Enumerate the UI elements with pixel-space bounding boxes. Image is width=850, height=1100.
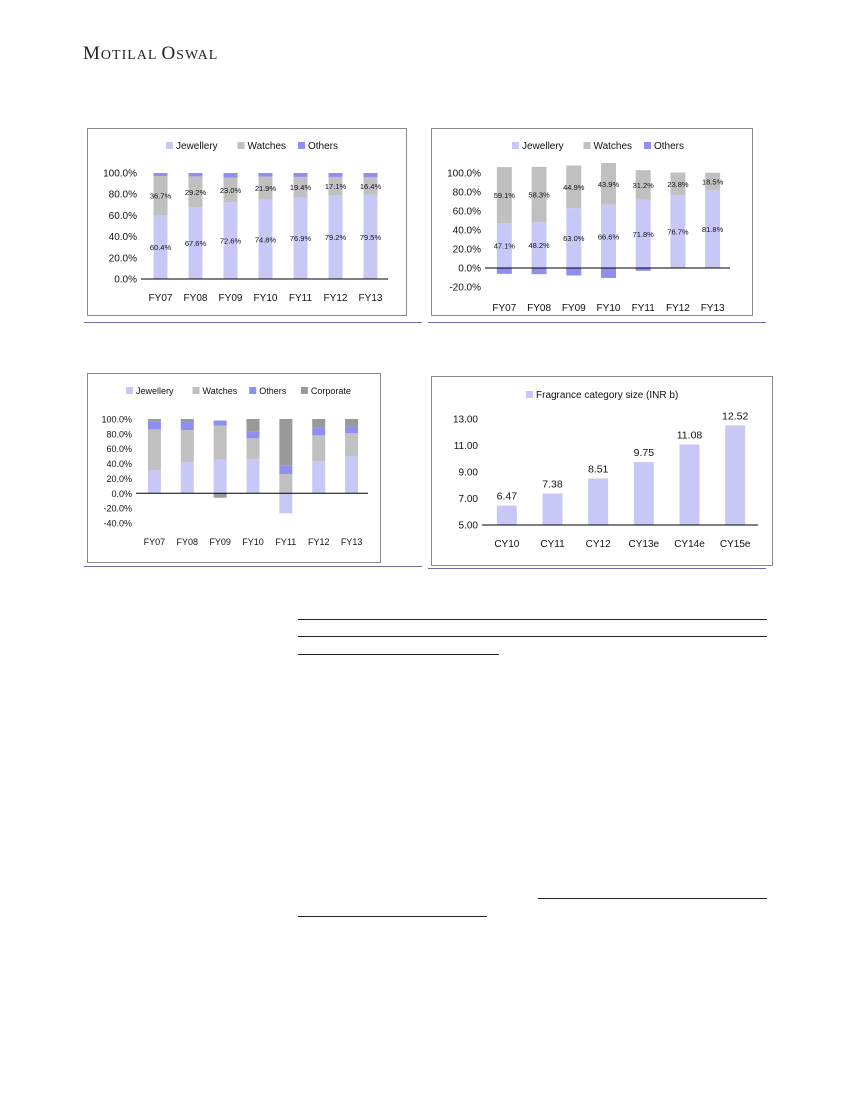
bar-fragrance: [543, 493, 563, 525]
legend-swatch: [298, 142, 305, 149]
x-tick-label: CY10: [494, 539, 520, 550]
bar-others: [259, 173, 273, 176]
chart-underline: [428, 322, 766, 323]
data-label: 6.47: [496, 490, 518, 503]
bar-others: [329, 173, 343, 177]
x-tick-label: FY08: [527, 303, 552, 314]
data-label: 71.8%: [632, 229, 654, 239]
brand-word: OTILAL: [100, 48, 157, 63]
bar-others: [247, 432, 260, 439]
text-rule: [298, 636, 767, 637]
bar-watches: [181, 430, 194, 462]
chart-svg: [432, 129, 752, 315]
x-tick-label: CY12: [585, 539, 611, 550]
bar-fragrance: [634, 462, 654, 525]
legend-label: Jewellery: [136, 386, 174, 396]
x-tick-label: FY07: [143, 537, 166, 547]
brand-word: SWAL: [176, 48, 219, 63]
y-tick-label: 13.00: [452, 414, 478, 426]
chart-svg: [88, 374, 380, 562]
x-tick-label: CY11: [540, 539, 565, 550]
legend-swatch: [644, 142, 651, 149]
legend-label: Watches: [593, 141, 633, 152]
y-tick-label: 40.0%: [106, 459, 132, 470]
y-tick-label: 20.0%: [106, 473, 132, 484]
data-label: 18.5%: [702, 177, 724, 187]
data-label: 16.4%: [359, 182, 382, 192]
bar-others: [566, 268, 581, 276]
data-label: 79.2%: [324, 233, 347, 243]
data-label: 12.52: [722, 410, 749, 423]
data-label: 44.9%: [563, 182, 585, 192]
bar-jewellery: [214, 460, 227, 493]
y-tick-label: -20.0%: [103, 503, 132, 514]
legend-label: Watches: [247, 141, 287, 152]
legend-label: Others: [259, 386, 287, 396]
bar-corporate: [148, 419, 161, 421]
bar-watches: [345, 433, 358, 456]
brand-letter: M: [83, 43, 101, 64]
chart-revenue-mix: [87, 128, 407, 316]
data-label: 74.8%: [254, 235, 277, 245]
bar-watches: [279, 474, 292, 493]
x-tick-label: FY12: [323, 293, 348, 304]
x-tick-label: FY11: [288, 293, 313, 304]
data-label: 21.9%: [254, 184, 277, 194]
y-tick-label: 20.0%: [108, 253, 137, 265]
data-label: 29.2%: [184, 187, 207, 197]
x-tick-label: FY10: [242, 537, 264, 547]
bar-watches: [312, 435, 325, 461]
x-tick-label: FY08: [176, 537, 199, 547]
data-label: 7.38: [542, 478, 563, 491]
bar-watches: [214, 426, 227, 460]
data-label: 59.1%: [493, 191, 515, 201]
data-label: 63.0%: [563, 234, 585, 244]
data-label: 23.0%: [219, 185, 242, 195]
legend-swatch: [166, 142, 173, 149]
y-tick-label: 60.0%: [452, 206, 481, 218]
legend-label: Fragrance category size (INR b): [536, 390, 679, 401]
bar-others: [601, 268, 616, 278]
legend-swatch: [238, 142, 245, 149]
data-label: 17.1%: [324, 181, 347, 191]
data-label: 43.9%: [597, 179, 620, 189]
x-tick-label: FY09: [209, 537, 231, 547]
bar-jewellery: [148, 470, 161, 493]
y-tick-label: 40.0%: [452, 225, 481, 237]
bar-others: [312, 428, 325, 435]
chart-ebit-mix: [431, 128, 753, 316]
bar-corporate: [214, 493, 227, 497]
y-tick-label: 20.0%: [452, 244, 481, 256]
bar-fragrance: [497, 506, 517, 525]
x-tick-label: FY10: [596, 303, 621, 314]
y-tick-label: 60.0%: [108, 210, 137, 222]
data-label: 47.1%: [493, 241, 515, 251]
data-label: 36.7%: [149, 191, 172, 201]
x-tick-label: FY13: [340, 537, 363, 547]
x-tick-label: FY11: [631, 303, 655, 314]
legend-swatch: [126, 387, 133, 394]
legend-swatch: [193, 387, 200, 394]
y-tick-label: 80.0%: [108, 189, 137, 201]
y-tick-label: 80.0%: [106, 429, 132, 440]
bar-others: [181, 422, 194, 430]
bar-others: [345, 426, 358, 433]
bar-jewellery: [312, 461, 325, 493]
bar-jewellery: [247, 459, 260, 493]
data-label: 72.6%: [219, 236, 242, 246]
legend-swatch: [584, 142, 591, 149]
chart-underline: [84, 322, 422, 323]
y-tick-label: 5.00: [458, 520, 478, 532]
bar-watches: [148, 429, 161, 470]
data-label: 76.7%: [667, 227, 689, 237]
x-tick-label: FY13: [700, 303, 725, 314]
bar-others: [294, 173, 308, 177]
x-tick-label: FY09: [218, 293, 243, 304]
x-tick-label: FY10: [253, 293, 278, 304]
x-tick-label: CY15e: [719, 539, 751, 550]
data-label: 79.5%: [359, 232, 382, 242]
bar-others: [364, 173, 378, 177]
legend-swatch: [512, 142, 519, 149]
brand-logo: [83, 43, 218, 65]
data-label: 76.9%: [289, 234, 312, 244]
legend-swatch: [526, 391, 533, 398]
legend-swatch: [301, 387, 308, 394]
y-tick-label: 0.0%: [114, 274, 137, 286]
bar-corporate: [247, 419, 260, 432]
data-label: 67.6%: [184, 239, 207, 249]
y-tick-label: 100.0%: [101, 414, 132, 425]
y-tick-label: 0.0%: [111, 488, 132, 499]
bar-fragrance: [725, 425, 745, 525]
bar-others: [497, 268, 512, 274]
x-tick-label: FY07: [148, 293, 173, 304]
chart-svg: [432, 377, 772, 565]
chart-capital-employed-mix: [87, 373, 381, 563]
y-tick-label: 40.0%: [108, 232, 137, 244]
data-label: 81.8%: [702, 225, 724, 235]
x-tick-label: FY12: [307, 537, 330, 547]
y-tick-label: 80.0%: [452, 187, 481, 199]
chart-svg: [88, 129, 406, 315]
brand-letter: O: [161, 43, 177, 64]
y-tick-label: 9.00: [458, 467, 478, 479]
x-tick-label: CY13e: [628, 539, 660, 550]
x-tick-label: CY14e: [674, 539, 705, 550]
data-label: 60.4%: [149, 242, 172, 252]
bar-fragrance: [680, 444, 700, 525]
bar-fragrance: [588, 478, 608, 525]
x-tick-label: FY12: [665, 303, 690, 314]
data-label: 66.6%: [597, 232, 620, 242]
legend-label: Jewellery: [522, 141, 564, 152]
y-tick-label: 7.00: [458, 494, 478, 505]
bar-others: [214, 420, 227, 425]
text-rule: [298, 619, 767, 620]
data-label: 11.08: [676, 429, 703, 442]
bar-others: [532, 268, 547, 274]
legend-swatch: [249, 387, 256, 394]
chart-fragrance-category-size: [431, 376, 773, 566]
bar-corporate: [345, 419, 358, 426]
x-tick-label: FY13: [358, 293, 383, 304]
bar-corporate: [181, 419, 194, 422]
bar-others: [189, 173, 203, 176]
data-label: 9.75: [633, 447, 655, 460]
y-tick-label: -40.0%: [103, 518, 132, 529]
y-tick-label: 100.0%: [447, 168, 481, 180]
legend-label: Jewellery: [176, 141, 218, 152]
x-tick-label: FY07: [492, 303, 517, 314]
y-tick-label: 100.0%: [103, 168, 137, 180]
data-label: 19.4%: [289, 183, 312, 193]
data-label: 48.2%: [528, 241, 550, 251]
bar-others: [154, 173, 168, 176]
text-rule: [538, 898, 767, 899]
bar-jewellery: [345, 456, 358, 493]
bar-corporate: [312, 419, 325, 428]
data-label: 58.3%: [528, 190, 550, 200]
chart-underline: [428, 568, 766, 569]
y-tick-label: 0.0%: [458, 263, 481, 275]
data-label: 31.2%: [632, 180, 654, 190]
data-label: 23.8%: [667, 179, 689, 189]
x-tick-label: FY08: [183, 293, 208, 304]
y-tick-label: 60.0%: [106, 444, 132, 455]
x-tick-label: FY11: [275, 537, 297, 547]
bar-others: [279, 466, 292, 474]
text-rule: [298, 654, 499, 655]
legend-label: Corporate: [310, 386, 351, 396]
legend-label: Others: [654, 141, 685, 152]
y-tick-label: -20.0%: [449, 282, 481, 294]
data-label: 8.51: [587, 463, 609, 476]
bar-watches: [247, 438, 260, 459]
bar-others: [148, 421, 161, 429]
y-tick-label: 11.00: [453, 441, 478, 452]
chart-underline: [84, 566, 422, 567]
bar-jewellery: [279, 493, 292, 513]
bar-others: [224, 173, 238, 178]
legend-label: Others: [308, 141, 339, 152]
bar-jewellery: [181, 462, 194, 493]
legend-label: Watches: [202, 386, 238, 396]
bar-corporate: [279, 419, 292, 466]
x-tick-label: FY09: [561, 303, 586, 314]
text-rule: [298, 916, 487, 917]
